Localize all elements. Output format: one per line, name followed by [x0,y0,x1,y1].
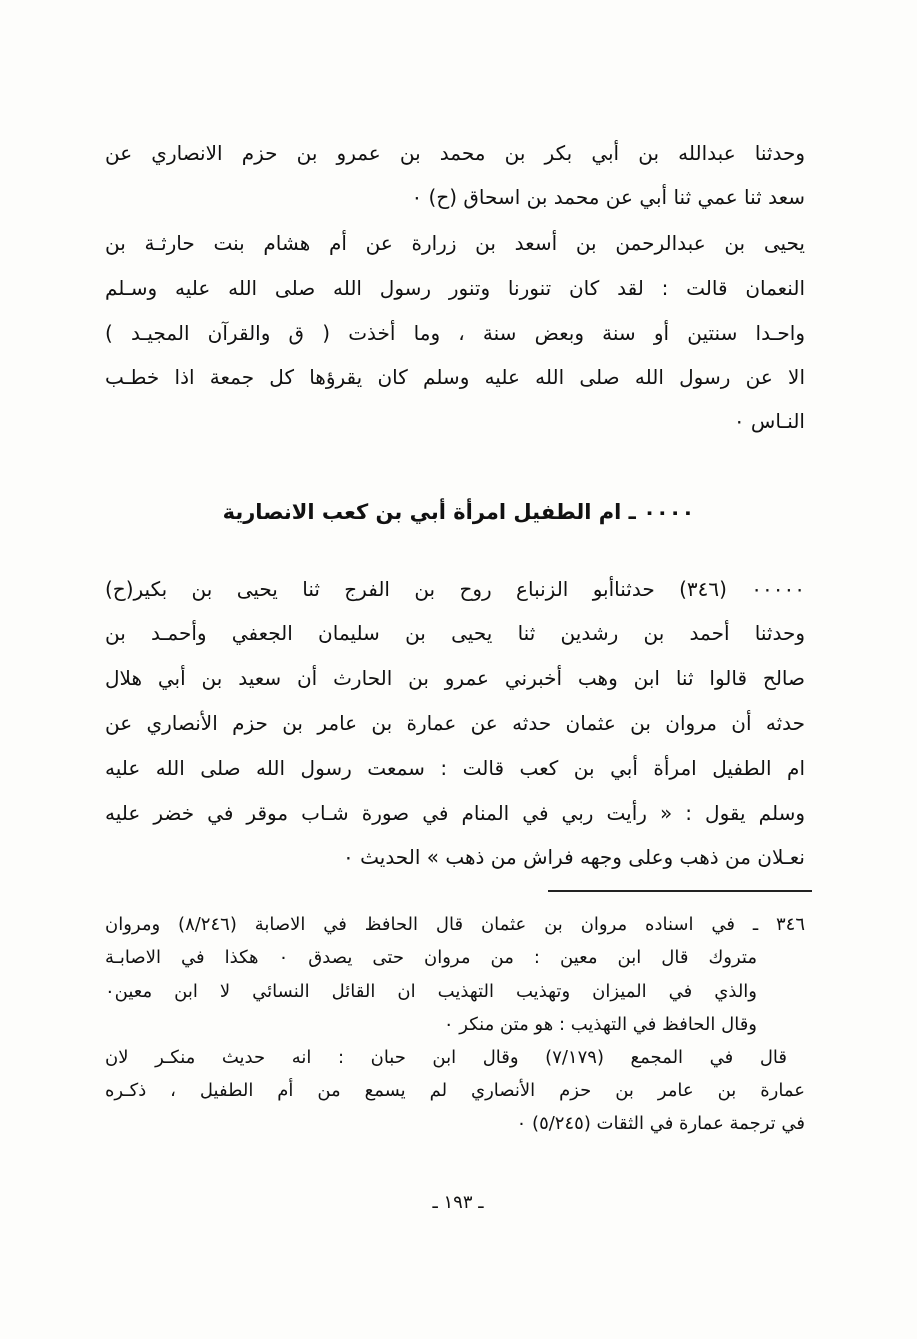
text-line: النـاس ٠ [733,409,805,433]
text-line: الا عن رسول الله صلى الله عليه وسلم كان يقرؤها كل جمعة اذا خطـب [105,365,805,389]
text-line: وحدثنا عبدالله بن أبي بكر بن محمد بن عمرو بن حزم الانصاري عن [105,141,805,165]
text-line: النعمان قالت : لقد كان تنورنا وتنور رسول الله صلى الله عليه وسـلم [105,276,805,300]
text-line: وسلم يقول : « رأيت ربي في المنام في صورة شـاب موقر في خضر عليه [105,801,805,825]
footnote-line: في ترجمة عمارة في الثقات (٥/٢٤٥) ٠ [516,1113,805,1134]
page-number: ـ ١٩٣ ـ [432,1192,484,1213]
text-line: سعد ثنا عمي ثنا أبي عن محمد بن اسحاق (ح) ٠ [411,185,805,209]
text-line: يحيى بن عبدالرحمن بن أسعد بن زرارة عن أم هشام بنت حارثـة بن [105,231,805,255]
footnote-line: ٣٤٦ ـ في اسناده مروان بن عثمان قال الحافظ في الاصابة (٨/٢٤٦) ومروان [105,914,806,935]
footnote-line: قال في المجمع (٧/١٧٩) وقال ابن حبان : انه حديث منكـر لان [105,1047,787,1068]
footnote-line: والذي في الميزان وتهذيب التهذيب ان القائل النسائي لا ابن معين٠ [105,981,757,1002]
footnote-line: وقال الحافظ في التهذيب : هو متن منكر ٠ [443,1014,757,1035]
section-heading: ٠٠٠٠ ـ ام الطفيل امرأة أبي بن كعب الانصارية [222,500,695,524]
footnote-divider [548,890,812,892]
footnote-line: متروك قال ابن معين : من مروان حتى يصدق ٠ هكذا في الاصابـة [105,947,758,968]
footnote-line: عمارة بن عامر بن حزم الأنصاري لم يسمع من أم الطفيل ، ذكـره [105,1080,805,1101]
text-line: واحـدا سنتين أو سنة وبعض سنة ، وما أخذت ( ق والقرآن المجيـد ) [105,321,805,345]
text-line: ٠٠٠٠٠ (٣٤٦) حدثناأبو الزنباع روح بن الفرج ثنا يحيى بن بكير(ح) [105,577,805,601]
text-line: حدثه أن مروان بن عثمان حدثه عن عمارة بن عامر بن حزم الأنصاري عن [105,711,805,735]
text-line: صالح قالوا ثنا ابن وهب أخبرني عمرو بن الحارث أن سعيد بن أبي هلال [105,666,805,690]
text-line: نعـلان من ذهب وعلى وجهه فراش من ذهب » الحديث ٠ [343,845,805,869]
text-line: ام الطفيل امرأة أبي بن كعب قالت : سمعت رسول الله صلى الله عليه [105,756,805,780]
text-line: وحدثنا أحمد بن رشدين ثنا يحيى بن سليمان الجعفي وأحمـد بن [105,621,805,645]
